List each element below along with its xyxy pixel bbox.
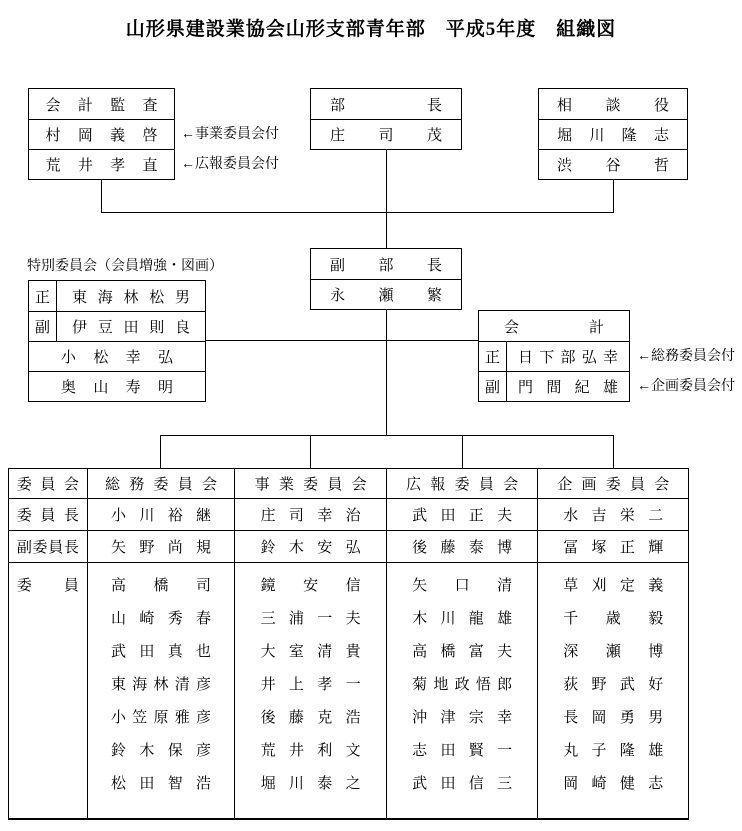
member-row [235, 733, 386, 766]
member-name: 荒井利文 [260, 743, 361, 759]
accounting-member-name: 日下部弘幸 [518, 350, 618, 366]
committee-name-cell [387, 469, 538, 499]
advisor-name: 堀川隆志 [557, 128, 669, 144]
row-header-chair: 委員長 [16, 508, 79, 524]
member-name: 三浦一夫 [260, 611, 361, 627]
chair-cell [387, 499, 538, 531]
member-name: 武田真也 [111, 644, 212, 660]
member-row [235, 700, 386, 733]
accounting-note-general-affairs: ←総務委員会付 [637, 347, 735, 363]
member-name: 小笠原雅彦 [111, 710, 212, 726]
row-header-members: 委員 [16, 578, 79, 594]
member-row [88, 634, 235, 667]
audit-member-name: 荒井孝直 [45, 158, 158, 174]
connector-chief-to-vice [386, 148, 387, 248]
chair-cell [235, 499, 386, 531]
row-header-cell [9, 563, 87, 818]
chair-name: 武田正夫 [412, 508, 513, 524]
chair-name: 水吉栄二 [563, 508, 664, 524]
member-name: 後藤克浩 [260, 710, 361, 726]
committee-name-cell [235, 469, 386, 499]
advisor-name-row [539, 119, 687, 149]
table-column-publicity [386, 469, 538, 818]
vice-chief-name-row [311, 279, 461, 309]
chief-box [310, 88, 462, 150]
audit-member-name: 村岡義啓 [45, 128, 158, 144]
connector-drop-planning [613, 435, 614, 468]
accounting-row [479, 371, 629, 401]
audit-box [28, 88, 175, 180]
member-name: 岡崎健志 [563, 776, 664, 792]
committee-table [8, 468, 689, 820]
member-name: 鈴木保彦 [111, 743, 212, 759]
member-row [387, 766, 538, 799]
member-name: 堀川泰之 [260, 776, 361, 792]
chair-cell [88, 499, 235, 531]
connector-drop-publicity [462, 435, 463, 468]
chief-name: 庄司茂 [330, 128, 442, 144]
committee-name: 総務委員会 [105, 477, 218, 493]
row-header-cell [9, 469, 87, 499]
chief-header-row [311, 89, 461, 119]
audit-header-row [29, 89, 174, 119]
audit-note-business: ←事業委員会付 [181, 125, 279, 141]
member-name: 矢口清 [412, 578, 513, 594]
vice-chair-name: 後藤泰博 [412, 540, 513, 556]
committee-name-cell [88, 469, 235, 499]
row-header-committee: 委員会 [16, 477, 79, 493]
vice-chief-box [310, 248, 462, 310]
committee-name: 事業委員会 [254, 477, 367, 493]
connector-advisor-drop [613, 178, 614, 212]
role-label: 副 [29, 312, 57, 341]
accounting-box [478, 310, 630, 402]
advisor-name-row [539, 149, 687, 179]
member-row [538, 733, 688, 766]
special-committee-row [29, 311, 205, 341]
vice-chief-header-row [311, 249, 461, 279]
audit-note-publicity: ←広報委員会付 [181, 155, 279, 171]
accounting-member-name: 門間紀雄 [518, 380, 618, 396]
member-name: 丸子隆雄 [563, 743, 664, 759]
member-row [538, 766, 688, 799]
member-row [235, 601, 386, 634]
member-row [538, 700, 688, 733]
member-row [88, 568, 235, 601]
member-name: 草刈定義 [563, 578, 664, 594]
role-label: 副 [479, 372, 507, 401]
member-name: 高橋司 [111, 578, 212, 594]
chair-cell [538, 499, 688, 531]
member-name: 菊地政悟郎 [412, 677, 513, 693]
member-row [235, 568, 386, 601]
member-row [387, 733, 538, 766]
connector-vice-to-table [386, 308, 387, 435]
member-row [387, 568, 538, 601]
row-header-cell [9, 499, 87, 531]
connector-drop-business [310, 435, 311, 468]
committee-name-cell [538, 469, 688, 499]
vice-chair-cell [235, 531, 386, 563]
special-member-name: 奥山寿明 [61, 380, 173, 396]
vice-chair-name: 冨塚正輝 [563, 540, 664, 556]
member-row [387, 601, 538, 634]
member-row [538, 667, 688, 700]
vice-chief-name: 永瀬繁 [330, 288, 442, 304]
table-column-planning [537, 469, 688, 818]
member-name: 鏡安信 [260, 578, 361, 594]
advisors-box [538, 88, 688, 180]
member-name: 松田智浩 [111, 776, 212, 792]
row-header-cell [9, 531, 87, 563]
special-member-name: 小松幸弘 [61, 350, 173, 366]
audit-member-row [29, 149, 174, 179]
table-label-column [9, 469, 87, 818]
special-member-name: 東海林松男 [72, 289, 190, 306]
page-title: 山形県建設業協会山形支部青年部 平成5年度 組織図 [125, 19, 617, 40]
vice-chair-name: 鈴木安弘 [260, 540, 361, 556]
chief-name-row [311, 119, 461, 149]
special-member-name: 伊豆田則良 [72, 320, 190, 336]
accounting-row [479, 341, 629, 371]
member-row [88, 700, 235, 733]
accounting-header-row [479, 311, 629, 341]
connector-table-horizontal [160, 435, 614, 436]
audit-header: 会計監査 [45, 97, 158, 114]
member-row [235, 766, 386, 799]
member-row [235, 667, 386, 700]
member-row [538, 601, 688, 634]
member-row [88, 667, 235, 700]
committee-name: 広報委員会 [406, 477, 519, 493]
chief-header: 部長 [330, 97, 442, 114]
connector-top-horizontal [101, 212, 614, 213]
table-column-general-affairs [87, 469, 235, 818]
member-row [538, 634, 688, 667]
role-label: 正 [479, 342, 507, 371]
member-name: 大室清貴 [260, 644, 361, 660]
members-list [387, 563, 538, 818]
vice-chair-cell [387, 531, 538, 563]
chair-name: 庄司幸治 [260, 508, 361, 524]
member-row [88, 601, 235, 634]
accounting-header: 会計 [504, 319, 604, 336]
role-label: 正 [29, 281, 57, 311]
special-committee-label: 特別委員会（会員増強・図画） [27, 257, 223, 273]
connector-drop-general-affairs [160, 435, 161, 468]
member-row [387, 700, 538, 733]
connector-audit-drop [101, 178, 102, 212]
member-name: 荻野武好 [563, 677, 664, 693]
member-name: 沖津宗幸 [412, 710, 513, 726]
committee-name: 企画委員会 [557, 477, 670, 493]
member-name: 木川龍雄 [412, 611, 513, 627]
member-row [387, 634, 538, 667]
audit-member-row [29, 119, 174, 149]
member-name: 井上孝一 [260, 677, 361, 693]
vice-chair-cell [538, 531, 688, 563]
special-committee-row [29, 281, 205, 311]
member-row [88, 733, 235, 766]
member-row [387, 667, 538, 700]
member-row [235, 634, 386, 667]
vice-chair-name: 矢野尚規 [111, 540, 212, 556]
chair-name: 小川裕継 [111, 508, 212, 524]
vice-chair-cell [88, 531, 235, 563]
members-list [538, 563, 688, 818]
members-list [235, 563, 386, 818]
member-name: 長岡勇男 [563, 710, 664, 726]
member-name: 深瀬博 [563, 644, 664, 660]
advisors-header: 相談役 [557, 97, 669, 114]
special-committee-row [29, 371, 205, 401]
advisor-name: 渋谷哲 [557, 158, 669, 174]
row-header-vice-chair: 副委員長 [16, 540, 79, 556]
advisors-header-row [539, 89, 687, 119]
member-row [538, 568, 688, 601]
member-row [88, 766, 235, 799]
special-committee-box [28, 280, 206, 402]
table-column-business [234, 469, 386, 818]
vice-chief-header: 副部長 [330, 257, 442, 274]
member-name: 武田信三 [412, 776, 513, 792]
member-name: 千歳毅 [563, 611, 664, 627]
accounting-note-planning: ←企画委員会付 [637, 377, 735, 393]
connector-mid-horizontal [206, 340, 478, 341]
member-name: 志田賢一 [412, 743, 513, 759]
member-name: 高橋富夫 [412, 644, 513, 660]
member-name: 東海林清彦 [111, 677, 212, 693]
members-list [88, 563, 235, 818]
special-committee-row [29, 341, 205, 371]
member-name: 山崎秀春 [111, 611, 212, 627]
